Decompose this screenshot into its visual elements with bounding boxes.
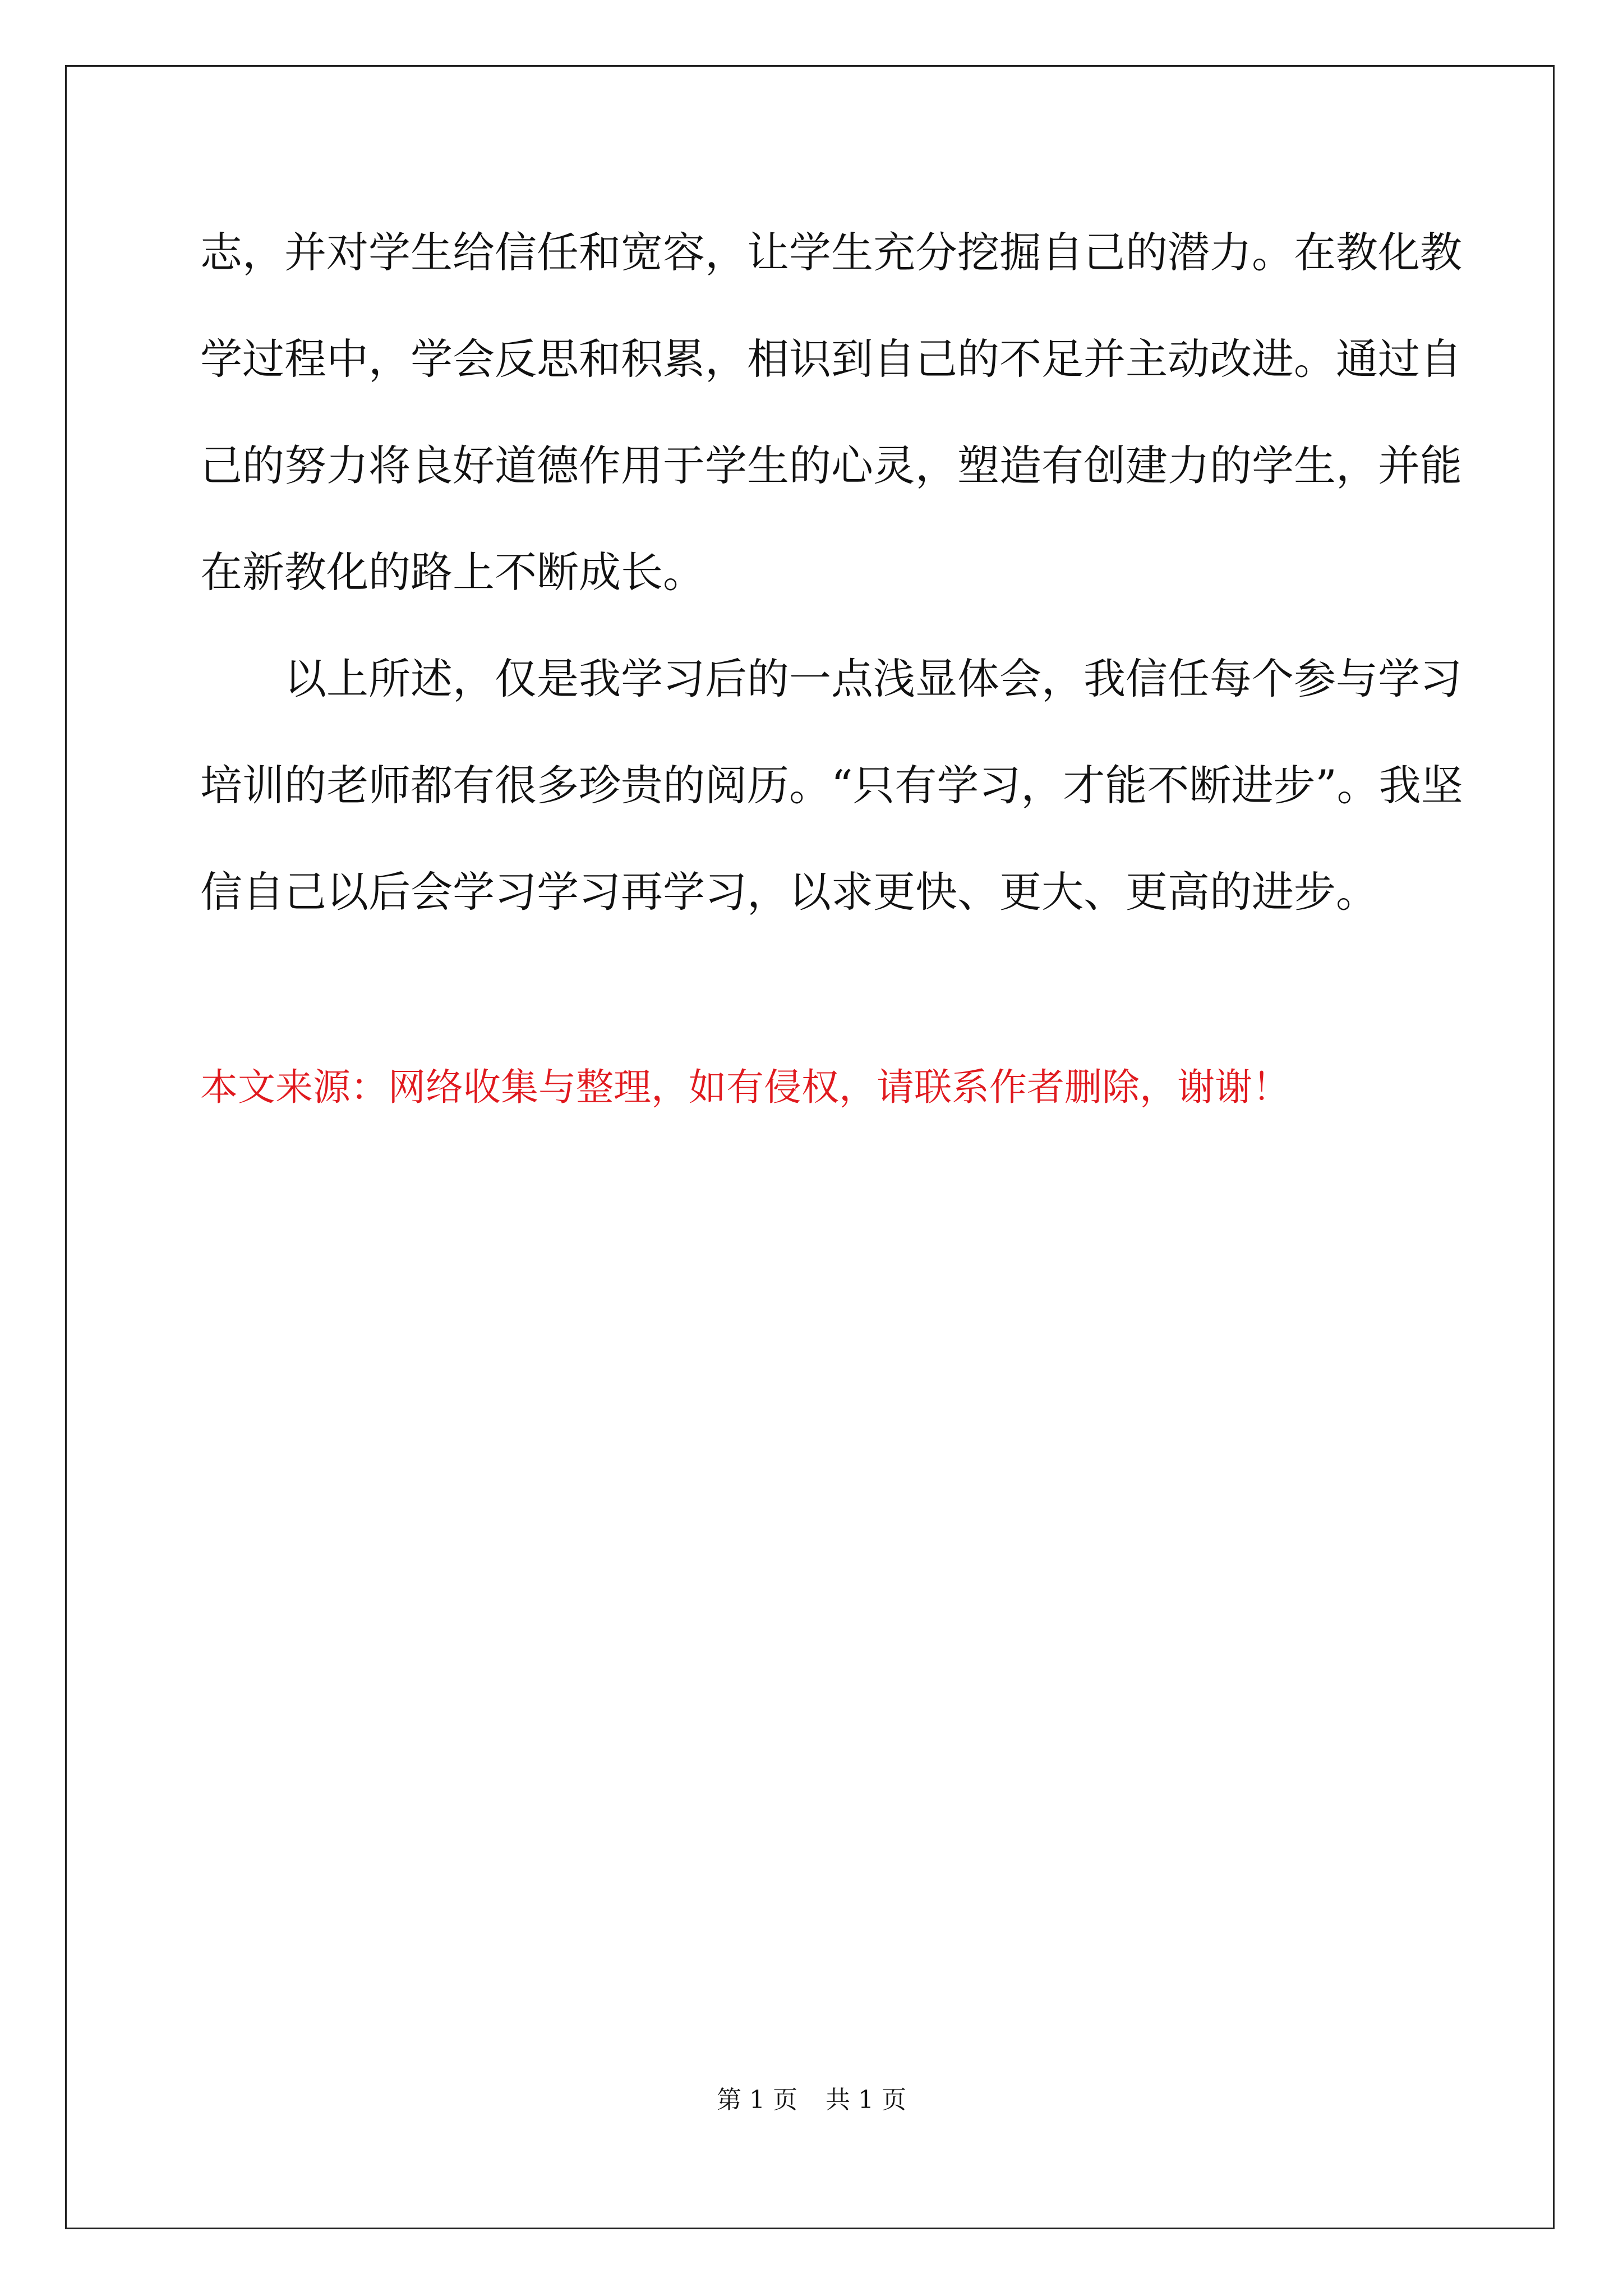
- page-footer: [0, 2083, 1623, 2117]
- document-body: [200, 222, 1463, 968]
- body-line-6: 培训的老师都有很多珍贵的阅历。“只有学习，才能不断进步”。我坚: [200, 761, 1463, 810]
- source-disclaimer: 本文来源：网络收集与整理，如有侵权，请联系作者删除，谢谢！: [200, 1065, 1290, 1109]
- body-line-3: 己的努力将良好道德作用于学生的心灵，塑造有创建力的学生，并能: [200, 441, 1463, 490]
- body-line-4: 在新教化的路上不断成长。: [200, 547, 706, 597]
- body-line-5: 以上所述，仅是我学习后的一点浅显体会，我信任每个参与学习: [284, 654, 1463, 703]
- body-line-7: 信自己以后会学习学习再学习，以求更快、更大、更高的进步。: [200, 867, 1378, 917]
- page-number-total: 共 1 页: [826, 2086, 906, 2114]
- body-line-2: 学过程中，学会反思和积累，相识到自己的不足并主动改进。通过自: [200, 334, 1463, 384]
- body-line-1: 志，并对学生给信任和宽容，让学生充分挖掘自己的潜力。在教化教: [200, 228, 1463, 277]
- page-number-current: 第 1 页: [717, 2086, 797, 2114]
